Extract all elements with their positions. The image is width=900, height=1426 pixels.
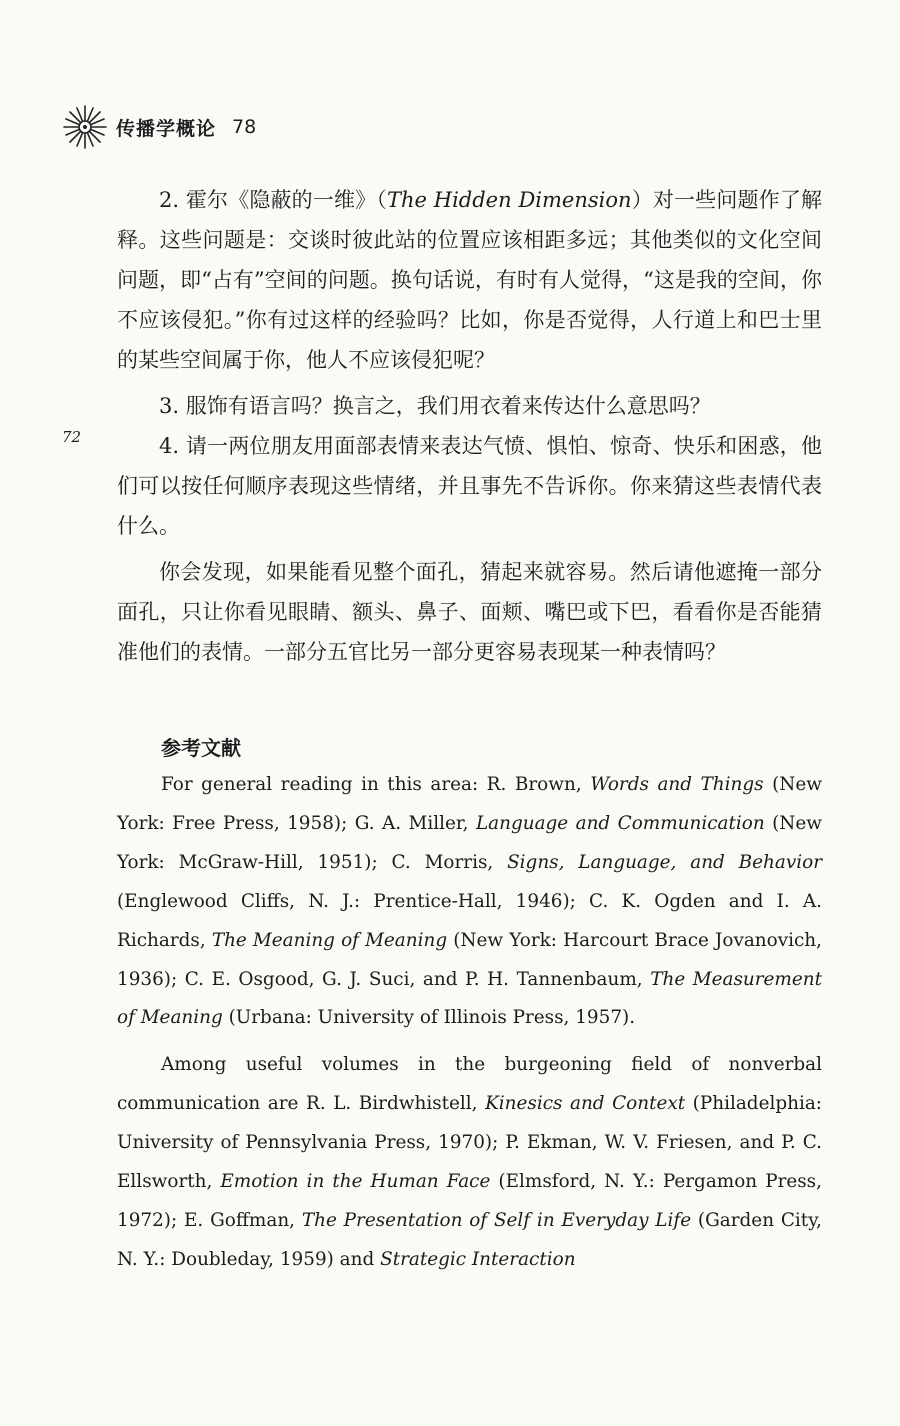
page-header <box>62 104 256 150</box>
question-2: 2. 霍尔《隐蔽的一维》（The Hidden Dimension）对一些问题作了解释。这些问题是：交谈时彼此站的位置应该相距多远；其他类似的文化空间问题，即“占有”空间的问题。换句话说，有时有人觉得，“这是我的空间，你不应该侵犯。”你有过这样的经验吗？比如，你是否觉得，人行道上和巴士里的某些空间属于你，他人不应该侵犯呢？ <box>117 188 822 372</box>
page-body <box>117 180 822 1280</box>
book-title-italic: The Hidden Dimension <box>386 188 632 212</box>
margin-page-number: 72 <box>62 428 82 446</box>
question-4-followup: 你会发现，如果能看见整个面孔，猜起来就容易。然后请他遮掩一部分面孔，只让你看见眼睛、额头、鼻子、面颊、嘴巴或下巴，看看你是否能猜准他们的表情。一部分五官比另一部分更容易表现某一种表情吗？ <box>117 560 822 664</box>
question-3: 3. 服饰有语言吗？换言之，我们用衣着来传达什么意思吗？ <box>159 394 711 418</box>
page-number: 78 <box>232 116 257 138</box>
question-4: 4. 请一两位朋友用面部表情来表达气愤、惧怕、惊奇、快乐和困惑，他们可以按任何顺序表现这些情绪，并且事先不告诉你。你来猜这些表情代表什么。 <box>117 434 822 538</box>
references-heading: 参考文献 <box>161 736 241 760</box>
references <box>117 766 822 1280</box>
reference-paragraph-1: For general reading in this area: R. Brown, Words and Things (New York: Free Press, 1958); G. A. Miller, Language and Communication (New York: McGraw-Hill, 1951); C. Morris, Signs, Language, and Behavior (Englewood Cliffs, N. J.: Prentice-Hall, 1946); C. K. Ogden and I. A. Richards, The Meaning of Meaning (New York: Harcourt Brace Jovanovich, 1936); C. E. Osgood, G. J. Suci, and P. H. Tannenbaum, The Measurement of Meaning (Urbana: University of Illinois Press, 1957). <box>117 774 822 1029</box>
sunburst-ornament-icon <box>62 104 108 150</box>
discussion-questions <box>117 180 822 672</box>
reference-paragraph-2: Among useful volumes in the burgeoning field of nonverbal communication are R. L. Birdwhistell, Kinesics and Context (Philadelphia: University of Pennsylvania Press, 1970); P. Ekman, W. V. Friesen, and P. C. Ellsworth, Emotion in the Human Face (Elmsford, N. Y.: Pergamon Press, 1972); E. Goffman, The Presentation of Self in Everyday Life (Garden City, N. Y.: Doubleday, 1959) and Strategic Interaction <box>117 1054 822 1270</box>
book-title: 传播学概论 <box>116 117 217 140</box>
